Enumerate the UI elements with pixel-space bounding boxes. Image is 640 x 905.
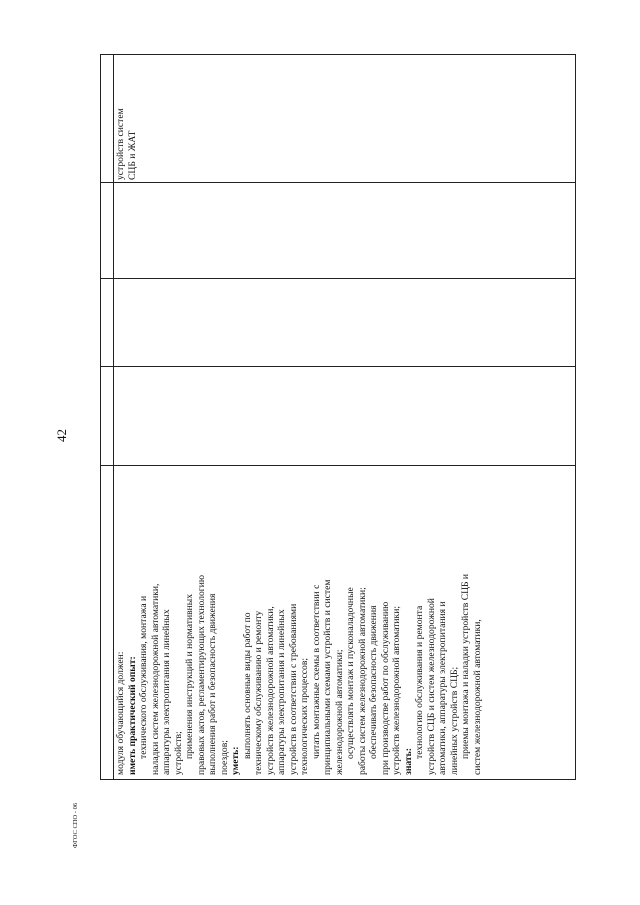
content-line: систем железнодорожной автоматики, [471, 619, 483, 775]
content-line: осуществлять монтаж и пусконаладочные [345, 587, 356, 759]
column-divider [101, 366, 575, 367]
module-column-line: СЦБ и ЖАТ [126, 130, 138, 180]
module-column-line: устройств систем [115, 108, 126, 180]
page-number: 42 [54, 429, 69, 442]
content-line: иметь практический опыт: [126, 656, 138, 775]
competency-table [100, 54, 576, 780]
content-line: технологию обслуживания и ремонта [414, 605, 425, 759]
content-line: автоматики, аппаратуры электропитания и [437, 601, 448, 775]
content-line: технологических процессов; [299, 657, 310, 775]
content-line: устройств в соответствии с требованиями [287, 603, 299, 775]
column-divider [101, 182, 575, 183]
content-line: техническому обслуживанию и ремонту [253, 610, 264, 775]
column-divider [101, 465, 575, 466]
content-line: устройств СЦБ и систем железнодорожной [425, 598, 437, 775]
content-line: устройств железнодорожной автоматики; [391, 606, 402, 775]
content-line: поездов; [218, 740, 230, 775]
content-line: обеспечивать безопасность движения [368, 605, 379, 759]
content-line: знать: [402, 748, 414, 775]
content-line: устройств железнодорожной автоматики, [264, 606, 276, 775]
module-column-cell [115, 70, 138, 180]
content-line: правовых актов, регламентирующих технологию [195, 574, 207, 775]
content-line: приемы монтажа и наладки устройств СЦБ и [460, 573, 471, 759]
content-line: аппаратуры электропитания и линейных [161, 609, 172, 775]
content-line: применения инструкций и нормативных [184, 594, 195, 759]
content-line: устройств; [172, 731, 184, 775]
content-line: линейных устройств СЦБ; [448, 666, 460, 775]
footer-label: ФГОС СПО - 06 [72, 802, 79, 848]
content-line: уметь: [230, 746, 241, 775]
content-line: железнодорожной автоматики; [333, 649, 345, 775]
content-line: выполнения работ и безопасность движения [207, 593, 218, 775]
rotated-table-wrapper [100, 54, 576, 780]
content-line: принципиальными схемами устройств и систем [322, 579, 333, 775]
content-line: модуля обучающийся должен: [115, 651, 126, 775]
content-line: читать монтажные схемы в соответствии с [310, 584, 322, 759]
content-line: работы систем железнодорожной автоматики; [356, 587, 368, 775]
content-line: при производстве работ по обслуживанию [379, 601, 391, 775]
column-divider [101, 278, 575, 279]
content-line: наладки систем железнодорожной автоматики, [149, 583, 161, 775]
competency-requirements-cell [115, 469, 483, 775]
content-line: аппаратуры электропитания и линейных [276, 609, 287, 775]
content-line: выполнять основные виды работ по [241, 612, 253, 759]
content-line: технического обслуживания, монтажа и [138, 595, 149, 759]
table-top-row [101, 55, 114, 779]
